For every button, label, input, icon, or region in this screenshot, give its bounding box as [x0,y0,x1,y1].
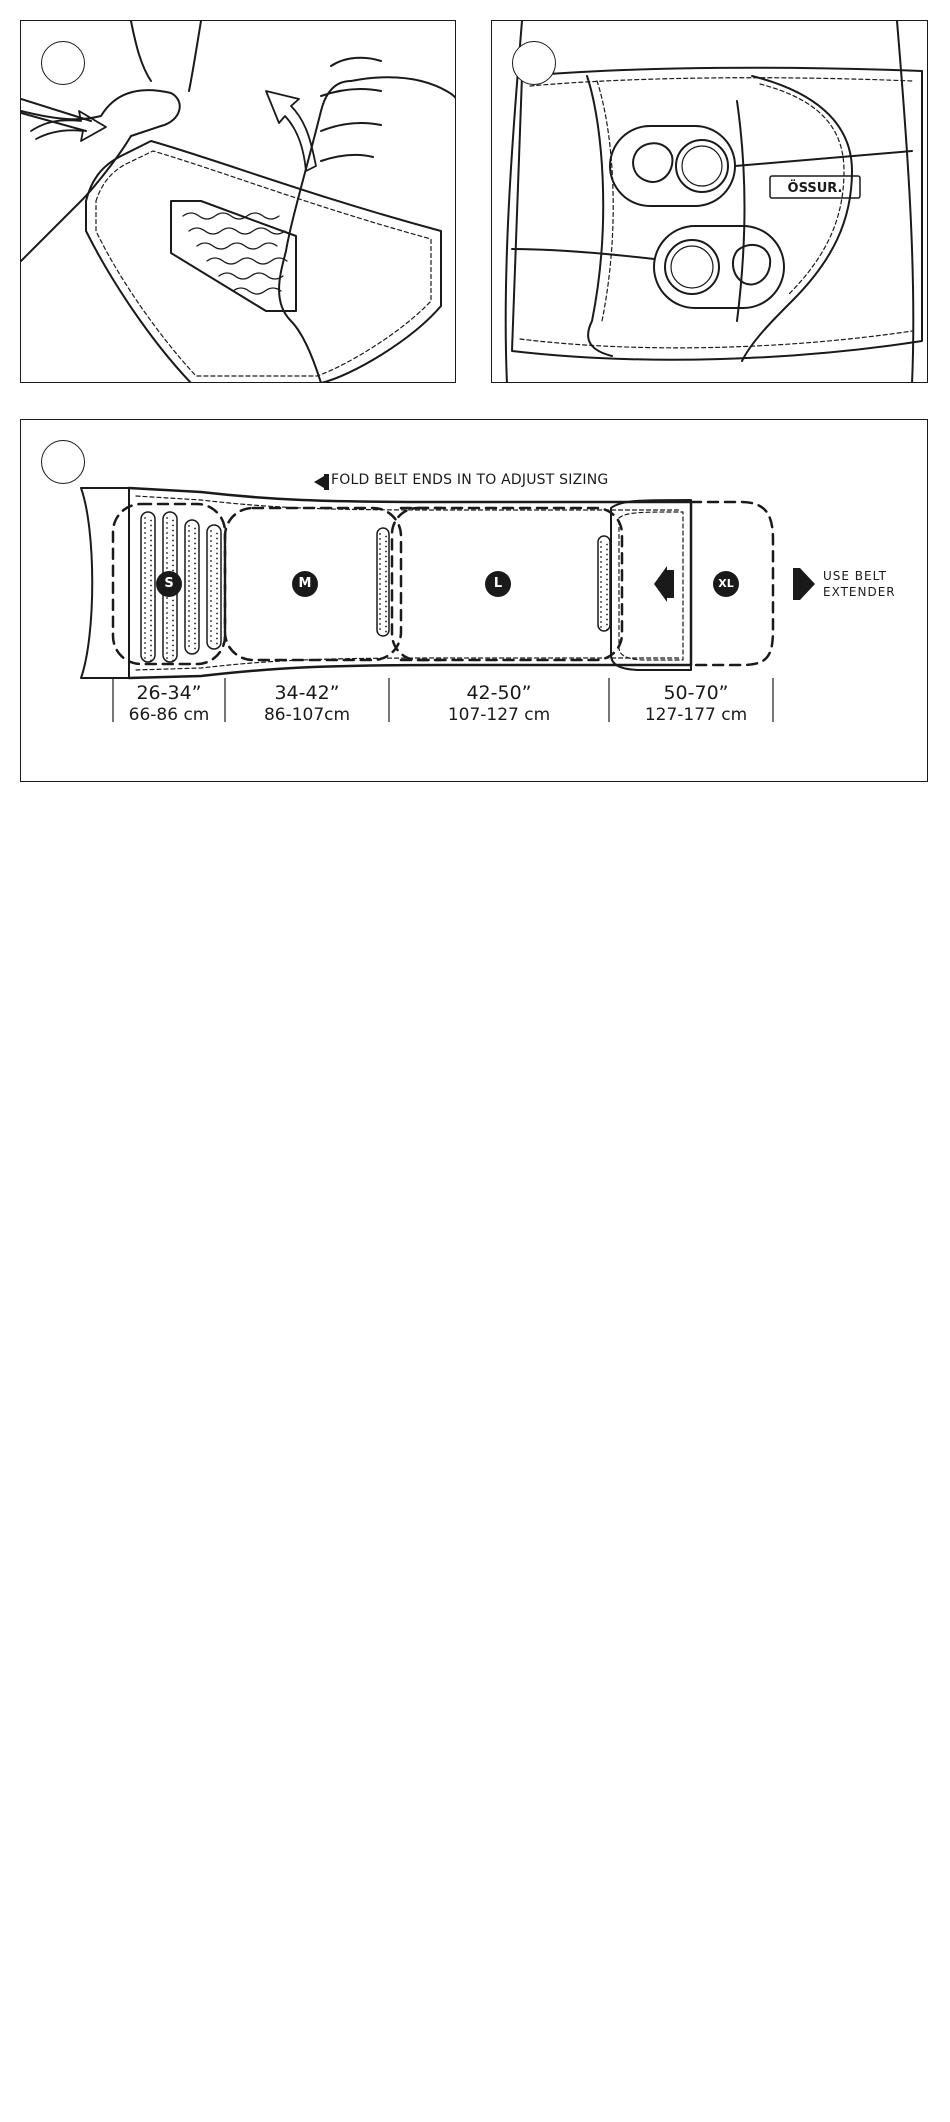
velcro-dots [144,517,608,661]
step-1-panel [20,20,456,383]
size-badge-m: M [292,571,318,597]
size-badge-xl: XL [713,571,739,597]
step-3-number-circle [41,440,85,484]
size-m-cm: 86-107cm [263,705,351,725]
step-2-panel [491,20,928,383]
step-2-number-circle [512,41,556,85]
fold-instruction-text: FOLD BELT ENDS IN TO ADJUST SIZING [331,472,609,488]
extender-line-2: EXTENDER [823,585,896,599]
step-1-number-circle [41,41,85,85]
size-s-inches: 26-34” [136,682,202,704]
extender-text [823,568,896,600]
extender-arrow-icon [793,568,815,600]
step-2-illustration [492,21,928,383]
size-badge-l: L [485,571,511,597]
ossur-logo-text: ÖSSUR. [787,181,843,196]
step-1-illustration [21,21,456,383]
extender-line-1: USE BELT [823,569,887,583]
size-m-inches: 34-42” [274,682,340,704]
size-s-cm: 66-86 cm [128,705,210,725]
left-arrow-icon [654,566,674,602]
step-3-sizing-panel [20,419,928,782]
size-l-cm: 107-127 cm [447,705,551,725]
size-badge-s: S [156,571,182,597]
fold-arrow-icon [314,474,329,490]
size-xl-inches: 50-70” [663,682,729,704]
size-l-inches: 42-50” [466,682,532,704]
size-xl-cm: 127-177 cm [644,705,748,725]
